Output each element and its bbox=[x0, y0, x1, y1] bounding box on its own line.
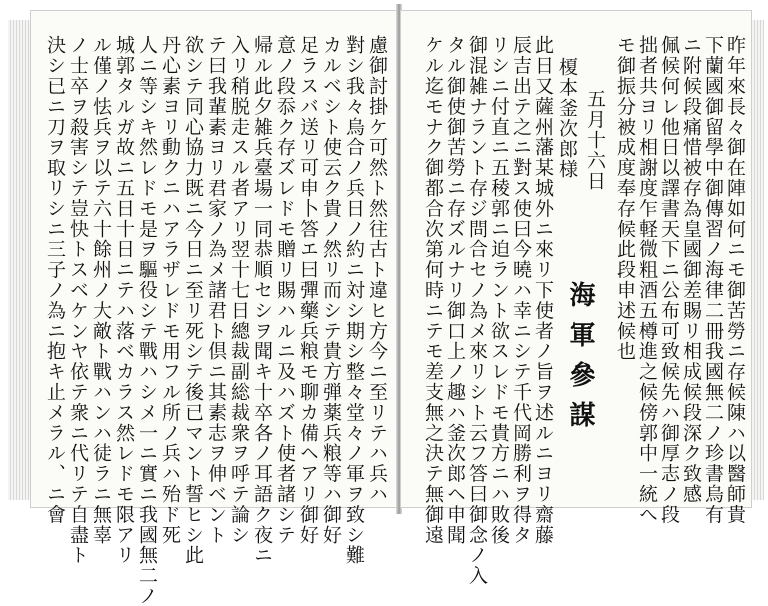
text-column: ニ附候段痛惜被存為皇國御差賜リ相成候段深ク致感 bbox=[680, 35, 702, 505]
text-column: 欲シテ同心協力既ニ今日ニ至リ死シテ後已マント誓ヒシ此 bbox=[182, 35, 204, 566]
text-column: 此日又薩州藩某城外ニ來リ下使者ノ旨ヲ述ルニヨリ齋藤 bbox=[532, 35, 554, 545]
text-column: 御混雑ナラント存ジ問合セノ為メ來リシト云フ答曰御念ノ入 bbox=[466, 35, 488, 586]
text-column: 丹心素ヨリ動クニハアラザレドモ用フル所ノ兵ハ殆ド死 bbox=[159, 35, 181, 545]
text-column: ル僅ノ怯兵ヲ以テ六十餘州ノ大敵ト戰ハンハ徒ラニ無辜 bbox=[90, 35, 112, 545]
text-column: 意ノ段忝ク存ズレドモ贈リ賜ハルニ及ハズト使者諸シテ bbox=[274, 35, 296, 545]
text-column: ケル迄モナク御都合次第何時ニテモ差支無之決テ無御遠 bbox=[422, 35, 444, 545]
addressee: 榎本釜次郎様 bbox=[556, 57, 578, 180]
text-column: 決シ已ニ刀ヲ取リシニ三子ノ為ニ抱キ止メラル、ニ會 bbox=[44, 35, 66, 525]
section-title: 海軍參謀 bbox=[565, 281, 595, 441]
text-column: リシニ付直ニ五稜郭ニ迫ラント欲スレドモ貴方ニハ敗後 bbox=[488, 35, 510, 545]
text-column: カルベシト使云ク貴ノ然リ而シテ貴方弾薬兵粮等ハ御好 bbox=[320, 35, 342, 545]
text-column: ノ士卒ヲ殺害シテ豈快トスベケンヤ依テ衆ニ代リテ自盡ト bbox=[67, 35, 89, 566]
text-column: 人ニ等シキ然レドモ是ヲ驅役シテ戰ハシメ一ニ實ニ我國無二ノ bbox=[136, 35, 158, 606]
text-column: 慮御討掛ケ可然ト然往古ト違ヒ方今ニ至リテハ兵ハ bbox=[366, 35, 388, 505]
text-column: 城郭タルガ故ニ五日十日ニテハ落ベカラス然レドモ限アリ bbox=[113, 35, 135, 566]
text-column: 佩候何レ他日以譯書天下ニ公布可致候先ハ御厚志ノ段 bbox=[658, 35, 680, 525]
text-column: 入リ稍脱走スル者アリ翌十七日總裁副総裁衆ヲ呼テ論シ bbox=[228, 35, 250, 545]
text-column: 下蘭國御留學中御傳習ノ海律二冊我國無二ノ珍書烏有 bbox=[702, 35, 724, 525]
left-page bbox=[30, 10, 398, 606]
page-edge-right bbox=[752, 20, 764, 500]
text-column: 拙者共ヨリ相謝度乍軽微粗酒五樽進之候傍郭中一統へ bbox=[636, 35, 658, 525]
text-column: 帰ル此夕雑兵臺場一同恭順セシヲ聞キ十卒各ノ耳語ク夜ニ bbox=[251, 35, 273, 566]
right-page bbox=[400, 10, 752, 586]
text-column: 昨年來長々御在陣如何ニモ御苦勞ニ存候陳ハ以醫師貴 bbox=[724, 35, 746, 525]
text-column: タル御使御苦勞ニ存ズルナリ御口上ノ趣ハ釜次郎ヘ申聞 bbox=[444, 35, 466, 545]
page-edge-left bbox=[8, 20, 30, 500]
text-column: 對シ我々烏合ノ兵日ノ約ニ対シ期シ整々堂々ノ軍ヲ致シ難 bbox=[343, 35, 365, 566]
text-column: テ曰我輩素ヨリ君家ノ為メ諸君ト倶ニ其素志ヲ伸ベント bbox=[205, 35, 227, 545]
date-line: 五月十六日 bbox=[584, 89, 606, 191]
text-column: 辰吉出テ之ニ對ス使曰今曉ハ幸ニシテ千代岡勝利ヲ得タ bbox=[510, 35, 532, 545]
text-column: 足ラスバ送リ可申卜答エ曰彈藥兵粮モ聊カ備ヘアリ御好 bbox=[297, 35, 319, 545]
text-column: モ御振分被成度奉存候此段申述候也 bbox=[614, 35, 636, 362]
